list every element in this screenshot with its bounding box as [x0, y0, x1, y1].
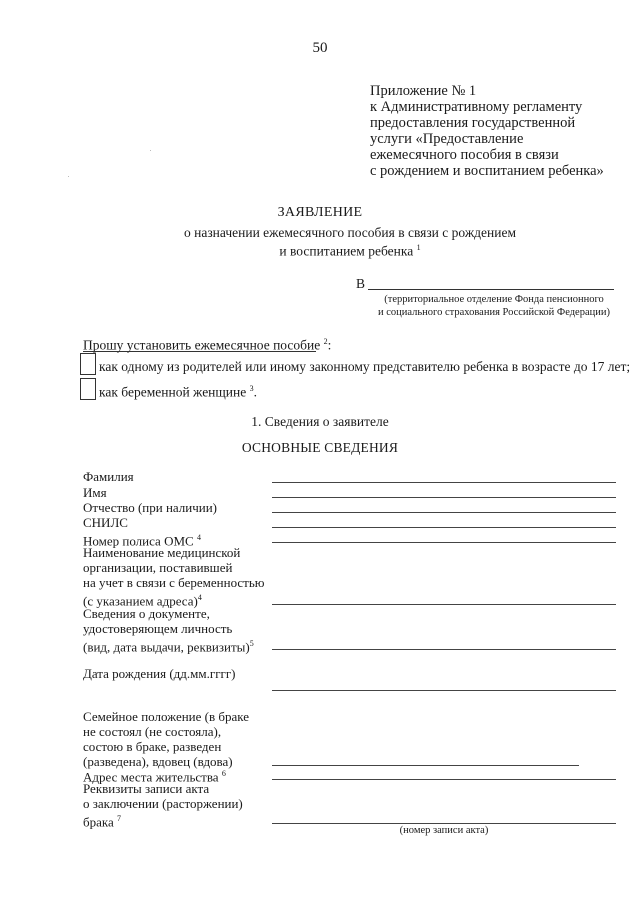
- scan-speck: [150, 150, 151, 151]
- marital-status-label: Семейное положение (в браке не состоял (не состояла), состою в браке, разведен (разведена), вдовец (вдова): [83, 709, 250, 769]
- patronymic-field[interactable]: [272, 512, 616, 513]
- appendix-line: Приложение № 1: [370, 83, 477, 99]
- birth-date-field[interactable]: [272, 690, 616, 691]
- request-underline: [83, 351, 316, 352]
- appendix-line: с рождением и воспитанием ребенка»: [370, 163, 604, 179]
- address-field[interactable]: [272, 779, 616, 780]
- request-text: Прошу установить ежемесячное пособие $^2$:: [83, 337, 332, 353]
- med-org-label: Наименование медицинской организации, поставившей на учет в связи с беременностью (с указанием адреса)$^4$: [83, 545, 265, 609]
- document-title: ЗАЯВЛЕНИЕ: [277, 205, 363, 220]
- appendix-line: услуги «Предоставление: [370, 131, 524, 147]
- footnote-mark: 1: [416, 243, 421, 252]
- footnote-mark: 4: [196, 533, 201, 542]
- footnote-mark: 2: [323, 337, 328, 346]
- footnote-mark: 6: [221, 769, 226, 778]
- footnote-mark: 3: [249, 384, 254, 393]
- act-number-caption: (номер записи акта): [399, 825, 489, 836]
- patronymic-label: Отчество (при наличии): [83, 500, 218, 515]
- scan-speck: [68, 176, 69, 177]
- appendix-line: предоставления государственной: [370, 115, 576, 131]
- subtitle-line-2: и воспитанием ребенка $^1$: [279, 243, 421, 259]
- option-pregnant-checkbox[interactable]: [80, 378, 96, 400]
- option-parent-checkbox[interactable]: [80, 353, 96, 375]
- document-subtitle: [150, 225, 550, 259]
- name-label: Имя: [83, 485, 107, 500]
- med-org-field[interactable]: [272, 604, 616, 605]
- marital-status-field[interactable]: [272, 765, 579, 766]
- surname-field[interactable]: [272, 482, 616, 483]
- section-title: 1. Сведения о заявителе: [251, 414, 389, 429]
- page-number: 50: [312, 40, 328, 56]
- recipient-prefix: В: [356, 276, 366, 291]
- marriage-act-field[interactable]: [272, 823, 616, 824]
- appendix-line: к Административному регламенту: [370, 99, 583, 115]
- recipient-caption: (территориальное отделение Фонда пенсионного и социального страхования Российской Федерации): [378, 294, 610, 318]
- subtitle-line-1: о назначении ежемесячного пособия в связи с рождением: [184, 225, 516, 240]
- birth-date-label: Дата рождения (дд.мм.гггг): [83, 666, 236, 681]
- marriage-act-label: Реквизиты записи акта о заключении (расторжении) брака $^7$: [83, 781, 243, 830]
- footnote-mark: 4: [197, 593, 202, 602]
- oms-label: Номер полиса ОМС $^4$: [83, 533, 201, 549]
- option-parent-label: как одному из родителей или иному законному представителю ребенка в возрасте до 17 лет;: [99, 359, 631, 374]
- id-document-field[interactable]: [272, 649, 616, 650]
- snils-field[interactable]: [272, 527, 616, 528]
- recipient-field[interactable]: [368, 289, 614, 290]
- oms-field[interactable]: [272, 542, 616, 543]
- snils-label: СНИЛС: [83, 515, 128, 530]
- option-pregnant-label: как беременной женщине $^3$.: [99, 384, 257, 400]
- surname-label: Фамилия: [83, 469, 134, 484]
- appendix-header: [370, 83, 604, 179]
- name-field[interactable]: [272, 497, 616, 498]
- footnote-mark: 7: [117, 814, 122, 823]
- subsection-title: ОСНОВНЫЕ СВЕДЕНИЯ: [241, 440, 399, 455]
- id-document-label: Сведения о документе, удостоверяющем личность (вид, дата выдачи, реквизиты)$^5$: [83, 606, 254, 655]
- appendix-line: ежемесячного пособия в связи: [370, 147, 559, 163]
- footnote-mark: 5: [249, 639, 254, 648]
- address-label: Адрес места жительства $^6$: [83, 769, 226, 785]
